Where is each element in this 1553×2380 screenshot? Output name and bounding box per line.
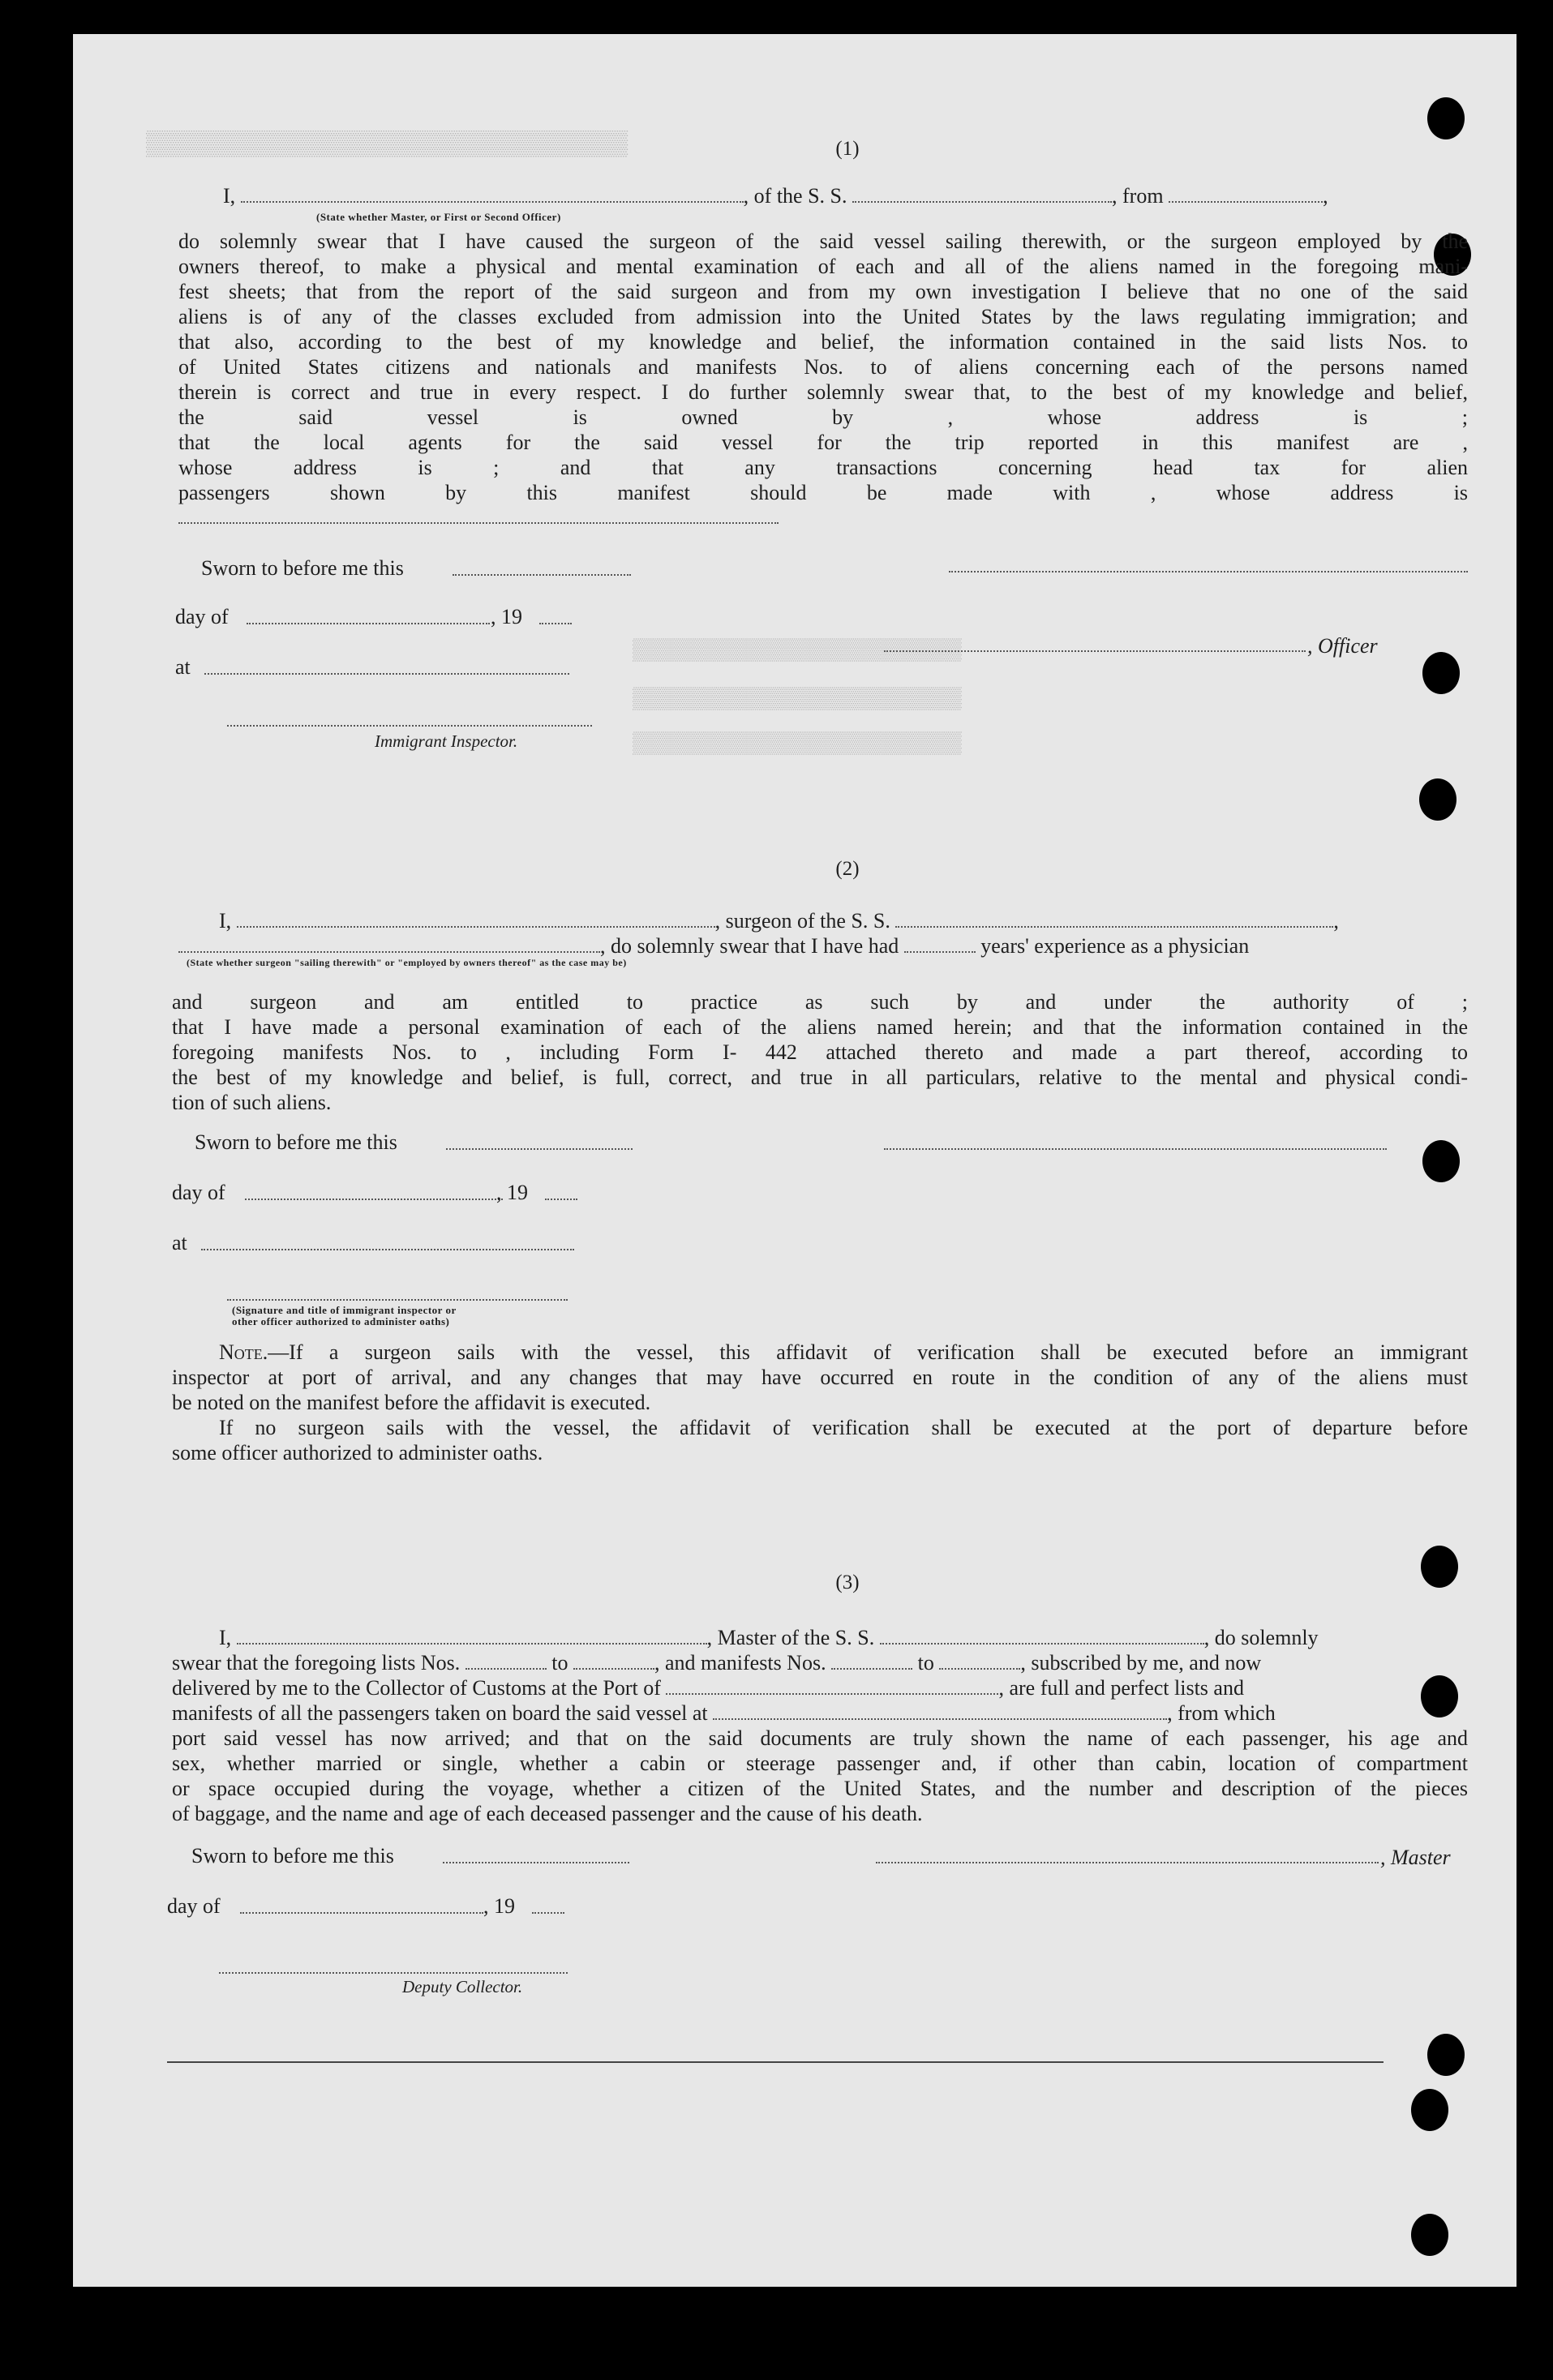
day-of-label: day of — [172, 1181, 225, 1204]
section-3-line: manifests of all the passengers taken on board the said vessel at , from which — [172, 1701, 1276, 1725]
punch-hole — [1411, 2214, 1448, 2256]
day-month-field[interactable] — [247, 623, 490, 624]
year-label: , 19 — [491, 605, 522, 628]
year-field[interactable] — [532, 1912, 564, 1914]
section-2-line: tion of such aliens. — [172, 1091, 332, 1114]
section-1-line: do solemnly swear that I have caused the surgeon of the said vessel sailing therewith, or the surgeon employed by the — [178, 229, 1468, 253]
note-text: —If a surgeon sails with the vessel, this affidavit of verification shall be executed before an immigrant — [268, 1340, 1468, 1364]
bleed-through: ▒▒▒▒▒▒▒▒▒▒▒▒▒▒▒▒▒▒▒▒▒▒▒▒▒▒ — [633, 638, 962, 663]
sworn-label: Sworn to before me this — [195, 1130, 397, 1154]
section-2-line: the best of my knowledge and belief, is full, correct, and true in all particulars, relative to the mental and physical condi- — [172, 1066, 1468, 1089]
bleed-through: ▒▒▒▒▒▒▒▒▒▒▒▒▒▒▒▒▒▒▒▒▒▒▒▒▒▒▒▒▒▒▒▒▒ — [146, 131, 628, 159]
section-1-line: whose address is ; and that any transactions concerning head tax for alien — [178, 456, 1468, 479]
bleed-through: ▒▒▒▒▒▒▒▒▒▒▒▒▒▒▒▒▒▒▒▒▒▒▒▒▒▒ — [633, 731, 962, 756]
section-3-line: sex, whether married or single, whether a cabin or steerage passenger and, if other than cabin, location of compartment — [172, 1752, 1468, 1775]
punch-hole — [1427, 97, 1465, 139]
section-2-number: (2) — [835, 858, 860, 880]
punch-hole — [1422, 652, 1460, 694]
sworn-label: Sworn to before me this — [191, 1844, 394, 1868]
section-3-line: port said vessel has now arrived; and that on the said documents are truly shown the name of each passenger, his age and — [172, 1726, 1468, 1750]
deputy-signature-field[interactable] — [219, 1972, 568, 1974]
note-line: be noted on the manifest before the affidavit is executed. — [172, 1391, 651, 1414]
officer-caption: (State whether Master, or First or Second Officer) — [316, 211, 561, 223]
punch-hole — [1422, 1140, 1460, 1182]
sworn-date-field[interactable] — [453, 574, 631, 576]
deputy-label: Deputy Collector. — [402, 1977, 523, 1996]
note-line: inspector at port of arrival, and any changes that may have occurred en route in the condition of any of the aliens must — [172, 1366, 1468, 1389]
at-field[interactable] — [201, 1249, 574, 1250]
year-label: , 19 — [496, 1181, 528, 1204]
section-1-number: (1) — [835, 138, 860, 160]
surgeon-caption: (State whether surgeon "sailing therewith" or "employed by owners thereof" as the case may be) — [187, 957, 627, 968]
at-field[interactable] — [204, 673, 569, 675]
section-1-line: passengers shown by this manifest should be made with , whose address is — [178, 481, 1468, 504]
year-label: , 19 — [483, 1894, 515, 1918]
section-1-line: the said vessel is owned by , whose address is ; — [178, 405, 1468, 429]
sworn-label: Sworn to before me this — [201, 556, 404, 580]
signature-field[interactable] — [227, 1299, 568, 1301]
bottom-rule — [167, 2061, 1384, 2063]
section-1-line: of United States citizens and nationals and manifests Nos. to of aliens concerning each of the persons named — [178, 355, 1468, 379]
section-1-line: fest sheets; that from the report of the said surgeon and from my own investigation I believe that no one of the said — [178, 280, 1468, 303]
document-page — [73, 34, 1517, 2287]
at-label: at — [175, 655, 191, 679]
day-of-label: day of — [167, 1894, 221, 1918]
note-line: some officer authorized to administer oaths. — [172, 1441, 543, 1464]
master-label: , Master — [1380, 1846, 1451, 1869]
section-3-number: (3) — [835, 1572, 860, 1593]
master-signature-field[interactable] — [876, 1862, 1379, 1863]
note-head: Note. — [219, 1340, 268, 1364]
day-month-field[interactable] — [245, 1199, 503, 1200]
section-3-line: delivered by me to the Collector of Customs at the Port of , are full and perfect lists and — [172, 1676, 1244, 1700]
day-month-field[interactable] — [240, 1912, 483, 1914]
note-line — [219, 1340, 1468, 1365]
section-1-line: therein is correct and true in every respect. I do further solemnly swear that, to the best of my knowledge and belief, — [178, 380, 1468, 404]
officer-signature-field[interactable] — [884, 650, 1306, 652]
section-2-line: and surgeon and am entitled to practice as such by and under the authority of ; — [172, 990, 1468, 1014]
day-of-label: day of — [175, 605, 229, 628]
inspector-signature-field[interactable] — [227, 725, 592, 727]
section-1-line: I, , of the S. S. , from , — [223, 184, 1328, 208]
inspector-signature-field[interactable] — [884, 1148, 1387, 1150]
section-1-line: aliens is of any of the classes excluded from admission into the United States by the laws regulating immigration; and — [178, 305, 1468, 328]
punch-hole — [1419, 778, 1456, 821]
at-label: at — [172, 1231, 187, 1254]
section-3-line: swear that the foregoing lists Nos. to , and manifests Nos. to , subscribed by me, and now — [172, 1651, 1262, 1675]
section-2-line: , do solemnly swear that I have had years' experience as a physician — [178, 933, 1468, 958]
section-1-line: owners thereof, to make a physical and mental examination of each and all of the aliens named in the foregoing mani- — [178, 255, 1468, 278]
section-3-line: or space occupied during the voyage, whether a citizen of the United States, and the number and description of the pieces — [172, 1777, 1468, 1800]
section-1-line: that also, according to the best of my knowledge and belief, the information contained in the said lists Nos. to — [178, 330, 1468, 354]
section-1-line: that the local agents for the said vessel for the trip reported in this manifest are , — [178, 431, 1468, 454]
sworn-date-field[interactable] — [446, 1148, 633, 1150]
punch-hole — [1427, 2034, 1465, 2076]
section-3-line: of baggage, and the name and age of each deceased passenger and the cause of his death. — [172, 1802, 923, 1825]
sworn-date-field[interactable] — [443, 1862, 629, 1863]
section-2-line: I, , surgeon of the S. S. , — [219, 909, 1339, 933]
signature-caption: (Signature and title of immigrant inspector or — [232, 1304, 457, 1316]
bleed-through: ▒▒▒▒▒▒▒▒▒▒▒▒▒▒▒▒▒▒▒▒▒▒▒▒▒▒ — [633, 687, 962, 711]
signature-caption: other officer authorized to administer oaths) — [232, 1315, 450, 1327]
section-2-line: foregoing manifests Nos. to , including Form I- 442 attached thereto and made a part thereof, according to — [172, 1040, 1468, 1064]
address-line — [949, 571, 1468, 572]
note-line: If no surgeon sails with the vessel, the affidavit of verification shall be executed at the port of departure before — [219, 1416, 1468, 1439]
officer-label: , Officer — [1307, 634, 1378, 658]
year-field[interactable] — [545, 1199, 577, 1200]
inspector-label: Immigrant Inspector. — [375, 731, 518, 751]
year-field[interactable] — [539, 623, 572, 624]
address-line — [178, 522, 779, 524]
section-2-line: that I have made a personal examination of each of the aliens named herein; and that the information contained in the — [172, 1015, 1468, 1039]
punch-hole — [1411, 2089, 1448, 2131]
section-3-line: I, , Master of the S. S. , do solemnly — [219, 1626, 1319, 1649]
